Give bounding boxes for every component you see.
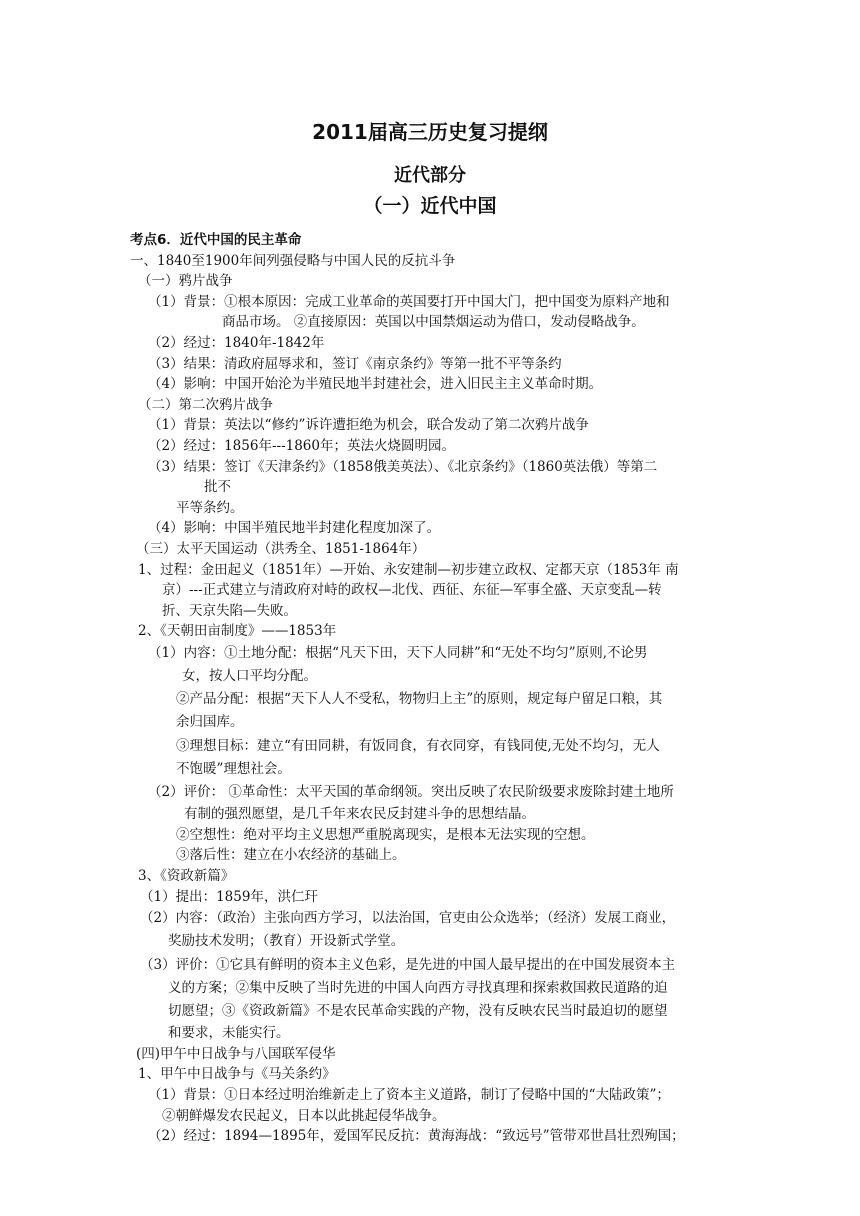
text-line: 平等条约。 — [176, 499, 244, 516]
text-line: ③落后性：建立在小农经济的基础上。 — [176, 847, 406, 864]
text-line: （3）结果：签订《天津条约》（1858俄美英法）、《北京条约》（1860英法俄）等第二 — [148, 458, 658, 475]
text-line: （1）内容：①土地分配：根据“凡天下田，天下人同耕”和“无处不均匀”原则,不论男 — [148, 644, 648, 661]
text-line: 3、《资政新篇》 — [138, 868, 235, 885]
text-line: ③理想目标：建立“有田同耕，有饭同食，有衣同穿，有钱同使,无处不均匀，无人 — [176, 737, 660, 754]
text-line: （一）鸦片战争 — [138, 273, 233, 290]
part-title: 近代部分 — [394, 165, 466, 186]
chapter-title: （一）近代中国 — [363, 195, 497, 217]
text-line: （4）影响：中国开始沦为半殖民地半封建社会，进入旧民主主义革命时期。 — [148, 376, 603, 393]
text-line: 女，按人口平均分配。 — [182, 668, 317, 685]
text-line: （2）内容：（政治）主张向西方学习，以法治国，官吏由公众选举；（经济）发展工商业， — [140, 910, 676, 927]
text-line: （二）第二次鸦片战争 — [138, 396, 273, 413]
text-line: 商品市场。 ②直接原因：英国以中国禁烟运动为借口，发动侵略战争。 — [222, 314, 645, 331]
text-line: ②空想性：绝对平均主义思想严重脱离现实，是根本无法实现的空想。 — [176, 826, 595, 843]
text-line: 有制的强烈愿望，是几千年来农民反封建斗争的思想结晶。 — [184, 806, 535, 823]
text-line: （2）评价： ①革命性：太平天国的革命纲领。突出反映了农民阶级要求废除封建土地所 — [148, 784, 674, 801]
text-line: （4）影响：中国半殖民地半封建化程度加深了。 — [148, 520, 441, 537]
text-line: （三）太平天国运动（洪秀全、1851-1864年） — [136, 540, 426, 557]
section-heading: 考点6．近代中国的民主革命 — [130, 232, 302, 248]
text-line: 余归国库。 — [176, 714, 244, 731]
text-line: （2）经过：1856年---1860年；英法火烧圆明园。 — [148, 437, 455, 454]
text-line: （1）背景：①日本经过明治维新走上了资本主义道路，制订了侵略中国的“大陆政策”； — [148, 1087, 670, 1104]
text-line: (四)甲午中日战争与八国联军侵华 — [136, 1045, 336, 1062]
text-line: （3）结果：清政府屈辱求和，签订《南京条约》等第一批不平等条约 — [148, 355, 562, 372]
text-line: 义的方案；②集中反映了当时先进的中国人向西方寻找真理和探索救国救民道路的迫 — [168, 979, 668, 996]
text-line: 和要求，未能实行。 — [168, 1025, 290, 1042]
text-line: （3）评价：①它具有鲜明的资本主义色彩，是先进的中国人最早提出的在中国发展资本主 — [140, 956, 676, 973]
text-line: （1）提出：1859年，洪仁玕 — [140, 888, 318, 905]
text-line: （1）背景：①根本原因：完成工业革命的英国要打开中国大门，把中国变为原料产地和 — [148, 293, 670, 310]
text-line: （2）经过：1894—1895年，爱国军民反抗：黄海海战：“致远号”管带邓世昌壮烈殉国； — [148, 1128, 685, 1145]
document-title: 2011届高三历史复习提纲 — [312, 120, 548, 144]
text-line: 折、天京失陷—失败。 — [162, 602, 297, 619]
text-line: 1、过程：金田起义（1851年）—开始、永安建制—初步建立政权、定都天京（1853年 南 — [138, 561, 679, 578]
text-line: 批不 — [204, 479, 231, 496]
text-line: 奖励技术发明；（教育）开设新式学堂。 — [168, 933, 405, 950]
text-line: 京）---正式建立与清政府对峙的政权—北伐、西征、东征—军事全盛、天京变乱—转 — [162, 582, 662, 599]
text-line: （2）经过：1840年-1842年 — [148, 334, 325, 351]
text-line: ②朝鲜爆发农民起义，日本以此挑起侵华战争。 — [162, 1107, 446, 1124]
text-line: 一、1840至1900年间列强侵略与中国人民的反抗斗争 — [130, 252, 456, 269]
document-body — [0, 230, 860, 1147]
text-line: 切愿望；③《资政新篇》不是农民革命实践的产物，没有反映农民当时最迫切的愿望 — [168, 1003, 668, 1020]
text-line: 不饱暖”理想社会。 — [176, 760, 291, 777]
text-line: 2、《天朝田亩制度》——1853年 — [138, 623, 337, 640]
text-line: ②产品分配：根据“天下人人不受私，物物归上主”的原则，规定每户留足口粮，其 — [176, 691, 663, 708]
text-line: 1、甲午中日战争与《马关条约》 — [138, 1066, 336, 1083]
text-line: （1）背景：英法以“修约”诉许遭拒绝为机会，联合发动了第二次鸦片战争 — [148, 417, 589, 434]
